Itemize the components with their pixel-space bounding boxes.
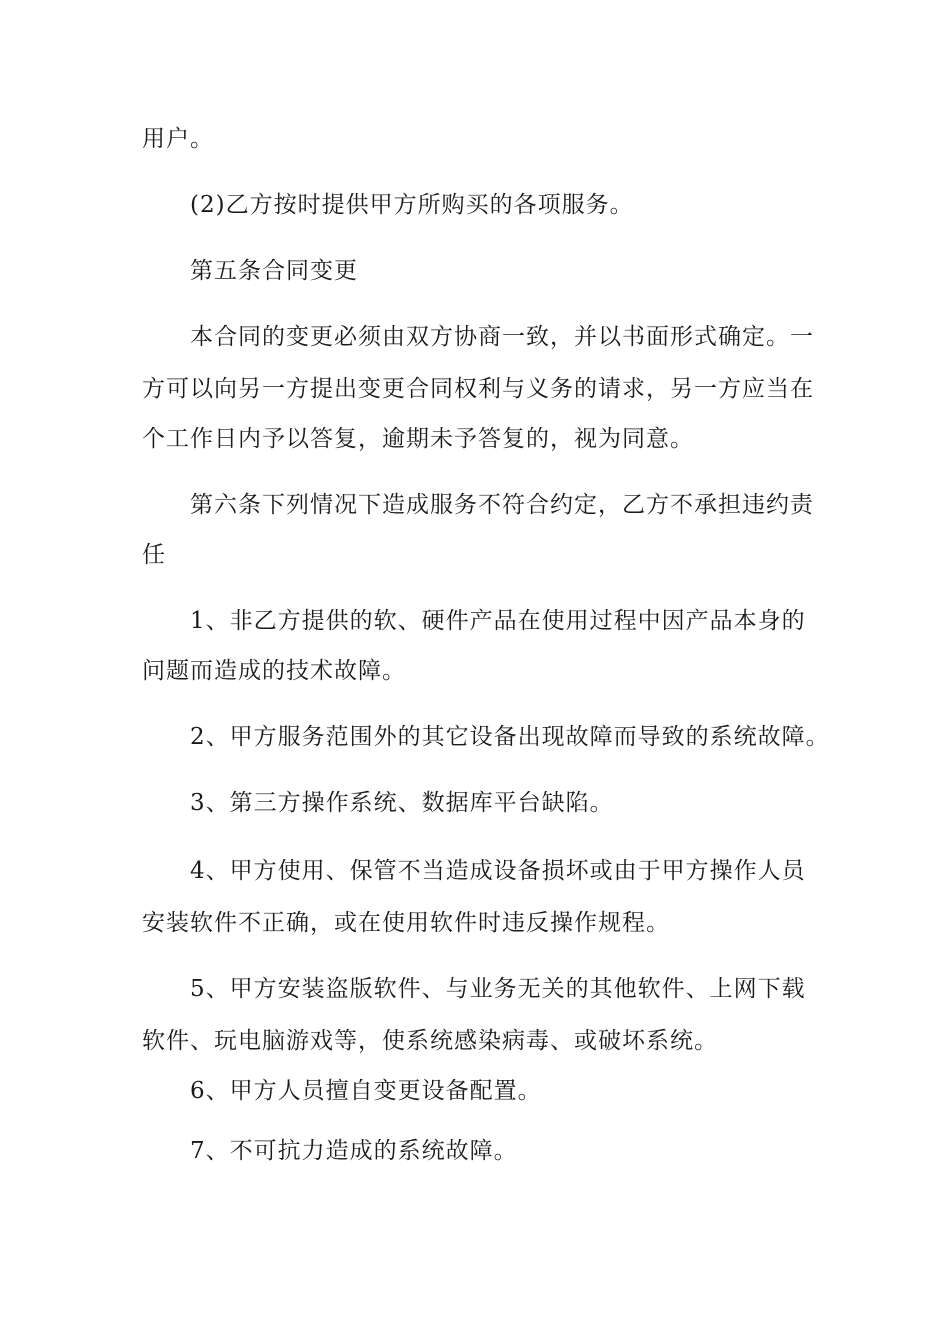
list-item: 安装软件不正确，或在使用软件时违反操作规程。 [142, 910, 670, 936]
list-item: 问题而造成的技术故障。 [142, 658, 406, 684]
text-line: 方可以向另一方提出变更合同权利与义务的请求，另一方应当在 [142, 376, 814, 402]
text-line: 个工作日内予以答复，逾期未予答复的，视为同意。 [142, 426, 694, 452]
list-item: 3、第三方操作系统、数据库平台缺陷。 [190, 790, 614, 816]
list-item: 6、甲方人员擅自变更设备配置。 [190, 1078, 542, 1104]
text-line: 本合同的变更必须由双方协商一致，并以书面形式确定。一 [190, 324, 814, 350]
section-heading: 第五条合同变更 [190, 258, 358, 284]
text-line: 用户。 [142, 126, 214, 152]
text-line: (2)乙方按时提供甲方所购买的各项服务。 [190, 192, 634, 218]
list-item: 4、甲方使用、保管不当造成设备损坏或由于甲方操作人员 [190, 858, 806, 884]
section-heading: 第六条下列情况下造成服务不符合约定，乙方不承担违约责 [190, 492, 814, 518]
list-item: 软件、玩电脑游戏等，使系统感染病毒、或破坏系统。 [142, 1028, 718, 1054]
list-item: 7、不可抗力造成的系统故障。 [190, 1138, 518, 1164]
list-item: 2、甲方服务范围外的其它设备出现故障而导致的系统故障。 [190, 724, 830, 750]
list-item: 5、甲方安装盗版软件、与业务无关的其他软件、上网下载 [190, 976, 806, 1002]
text-line: 任 [142, 542, 166, 568]
list-item: 1、非乙方提供的软、硬件产品在使用过程中因产品本身的 [190, 608, 806, 634]
